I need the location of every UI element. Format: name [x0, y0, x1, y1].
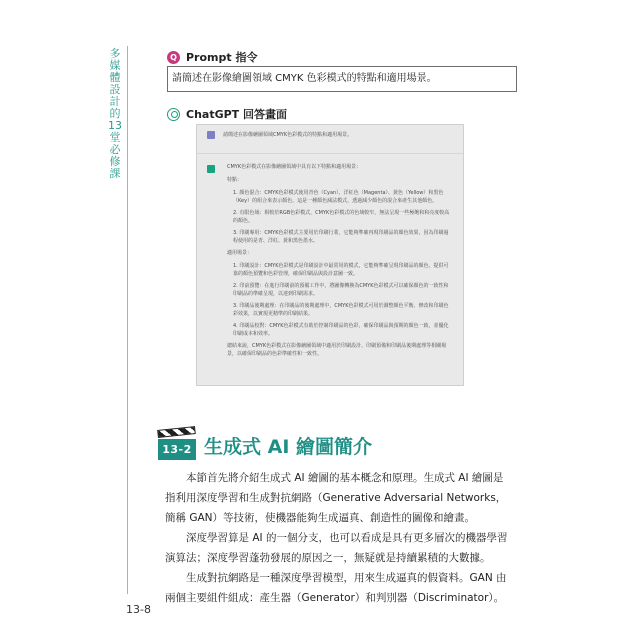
answer-header	[167, 106, 287, 122]
answer-label: ChatGPT 回答畫面	[186, 108, 288, 121]
page-number: 13-8	[126, 603, 151, 616]
answer-intro: CMYK色彩模式在影像繪圖領域中具有以下特點和適用場景：	[227, 164, 362, 170]
running-title: 多媒體設計的13堂必修課	[108, 47, 122, 180]
feature-item: 3. 印刷專用：CMYK色彩模式主要用於印刷行業，它能夠準確再現印刷品的顏色效果，因為印刷過程使用的是青、洋紅、黃和黑色墨水。	[233, 230, 449, 244]
answer-summary: 總結來說，CMYK色彩模式在影像繪圖領域中適用於印刷設計、印刷預備和印刷品後期處理等相關場景，以確保印刷品的色彩準確性和一致性。	[227, 343, 447, 357]
prompt-label: Prompt 指令	[186, 51, 258, 64]
assistant-avatar-icon	[207, 165, 215, 173]
chatgpt-icon	[167, 108, 180, 121]
body-paragraph: 生成對抗網路是一種深度學習模型，用來生成逼真的假資料。GAN 由兩個主要組件組成：產生器（Generator）和判別器（Discriminator）。	[165, 572, 507, 604]
section-number: 13-2	[158, 439, 196, 460]
prompt-header	[167, 49, 257, 65]
feature-item: 2. 有限色域：相較於RGB色彩模式，CMYK色彩模式的色域較窄，無法呈現一些極飽和和亮度較高的顏色。	[233, 210, 450, 224]
chatgpt-screenshot	[196, 124, 464, 386]
scenes-title: 適用場景：	[227, 250, 253, 256]
section-heading	[158, 430, 372, 460]
scene-item: 4. 印刷品校對：CMYK色彩模式有助於控制印刷品的色彩，確保印刷品與預期的顏色一致，並優化印刷成本和效率。	[233, 323, 449, 337]
user-avatar-icon	[207, 131, 215, 139]
section-title: 生成式 AI 繪圖簡介	[204, 435, 373, 458]
scene-item: 1. 印刷設計：CMYK色彩模式是印刷設計中最常用的模式，它能夠準確呈現印刷品的顏色，提供可靠的顏色預覽和色彩管理，確保印刷品與設計意圖一致。	[233, 263, 449, 277]
prompt-box: 請簡述在影像繪圖領域 CMYK 色彩模式的特點和適用場景。	[167, 66, 517, 92]
screenshot-answer	[227, 163, 451, 363]
body-paragraph: 深度學習算是 AI 的一個分支，也可以看成是具有更多層次的機器學習演算法；深度學習蓬勃發展的原因之一，無疑就是持續累積的大數據。	[165, 532, 508, 564]
margin-rule	[127, 46, 128, 594]
scene-item: 3. 印刷品後期處理：在印刷品的後期處理中，CMYK色彩模式可用於調整顏色平衡、修改和印刷色彩效果，以實現更精準的印刷結果。	[233, 303, 449, 317]
screenshot-divider	[197, 153, 463, 154]
features-title: 特點：	[227, 177, 243, 183]
q-badge-icon: Q	[167, 51, 180, 64]
screenshot-question: 請簡述在影像繪圖領域CMYK色彩模式的特點和適用場景。	[223, 132, 353, 138]
body-paragraph: 本節首先將介紹生成式 AI 繪圖的基本概念和原理。生成式 AI 繪圖是指利用深度學習和生成對抗網路（Generative Adversarial Networks，簡稱 GAN）等技術，使機器能夠生成逼真、創造性的圖像和繪畫。	[165, 472, 507, 524]
clapperboard-icon	[158, 430, 196, 460]
scene-item: 2. 印前預覽：在進行印刷前的預備工作中，將圖像轉換為CMYK色彩模式可以確保顏色的一致性和印刷品的準確呈現，以達到印刷需求。	[233, 283, 449, 297]
feature-item: 1. 顏色混合：CMYK色彩模式使用青色（Cyan）、洋紅色（Magenta）、黃色（Yellow）和黑色（Key）的組合來表示顏色。這是一種顏色減法模式，透過減少顏色的混合來產生其他顏色。	[233, 190, 444, 204]
screenshot-question-row	[207, 131, 453, 139]
